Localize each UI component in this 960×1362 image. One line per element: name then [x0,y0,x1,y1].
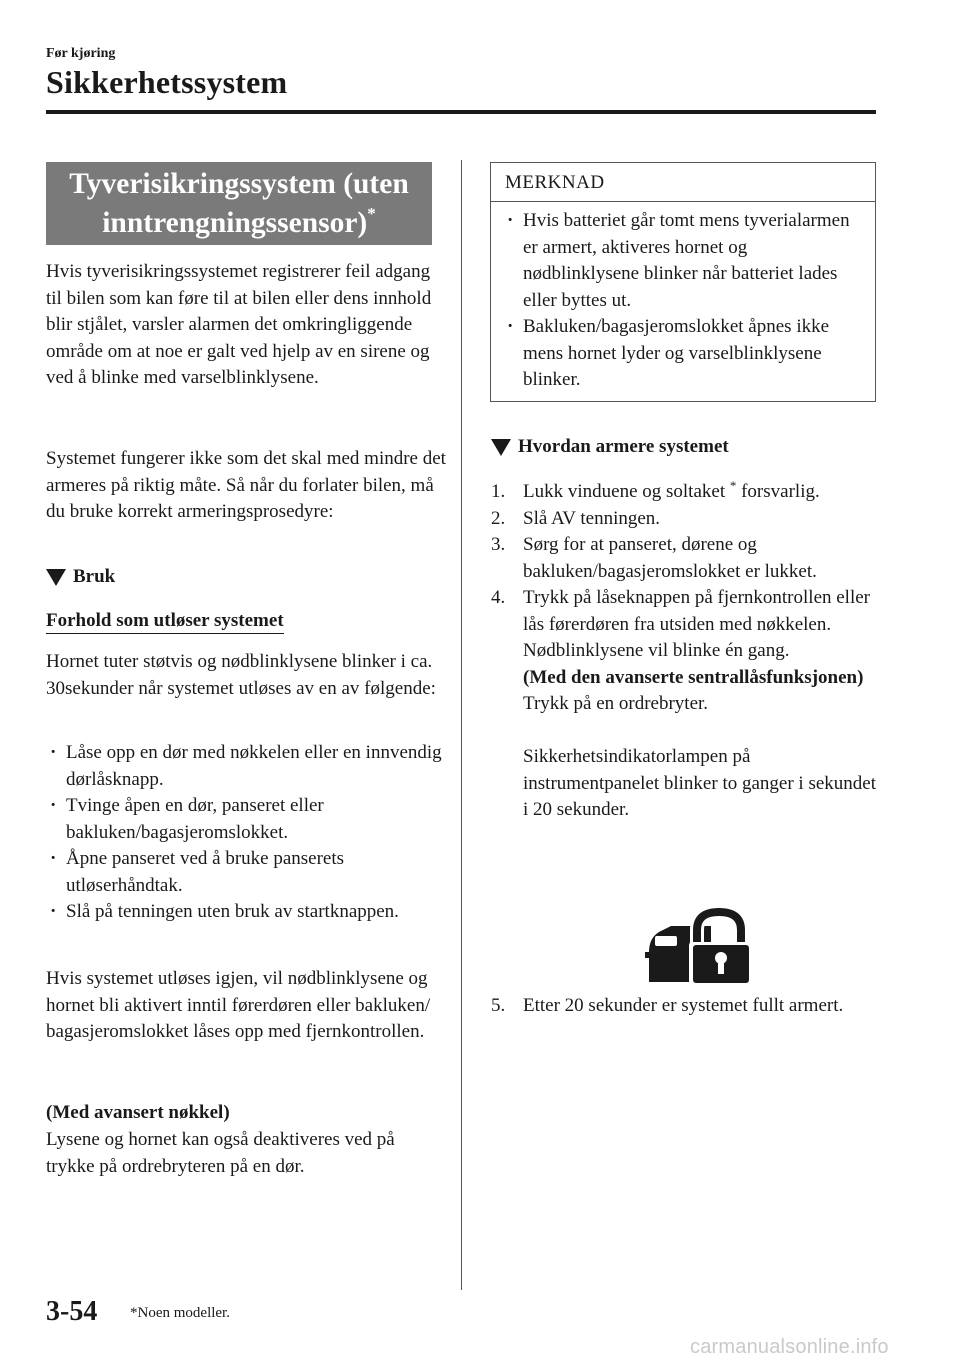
step-text: Slå AV tenningen. [523,507,661,529]
list-item: · Åpne panseret ved å bruke panserets utløserhåndtak. [46,846,446,899]
step-item [491,993,881,1020]
list-item: · Slå på tenningen uten bruk av startknappen. [46,899,446,926]
step-text: forsvarlig. [736,481,820,502]
step-number: 1. [491,481,506,502]
list-item: · Låse opp en dør med nøkkelen eller en innvendig dørlåsknapp. [46,740,446,793]
step-item [491,532,881,585]
step-item [491,506,881,533]
trigger-list [46,740,446,926]
retrigger-paragraph: Hvis systemet utløses igjen, vil nødblinklysene og hornet bli aktivert inntil førerdøren eller bakluken/ bagasjeromslokket låses opp med fjernkontrollen. [46,968,431,1042]
step-item [491,585,881,824]
step-number: 4. [491,587,506,608]
trigger-conditions-heading [46,610,284,632]
list-item: · Bakluken/bagasjeromslokket åpnes ikke mens hornet lyder og varselblinklysene blinker. [503,314,865,394]
step-text: Nødblinklysene vil blinke én gang. [523,640,790,661]
step-item [491,479,881,506]
step-text: Sørg for at panseret, dørene og bakluken/bagasjeromslokket er lukket. [523,534,817,582]
intro-paragraph-1: Hvis tyverisikringssystemet registrerer feil adgang til bilen som kan føre til at bilen eller dens innhold blir stjålet, varsler alarmen det omkringliggende område om at noe er galt ved hjelp av en sirene og ved å blinke med varselblinklysene. [46,261,432,388]
trigger-conditions-heading-text: Forhold som utløser systemet [46,610,284,634]
step-number: 2. [491,507,506,529]
arm-steps [491,479,881,824]
security-indicator-car-lock-icon [645,908,751,984]
page-title: Sikkerhetssystem [46,64,288,100]
main-heading [46,162,432,245]
triangle-marker-icon [46,569,66,586]
note-box [490,162,876,402]
note-title: MERKNAD [491,163,875,202]
list-item: · Hvis batteriet går tomt mens tyverialarmen er armert, aktiveres hornet og nødblinklysene blinker når batteriet lades eller byttes ut. [503,208,865,314]
main-heading-line2 [46,204,432,243]
list-item: · Tvinge åpen en dør, panseret eller bakluken/bagasjeromslokket. [46,793,446,846]
advanced-key-text: Lysene og hornet kan også deaktiveres ved på trykke på ordrebryteren på en dør. [46,1129,395,1177]
triangle-marker-icon [491,439,511,456]
bruk-heading-text: Bruk [73,566,116,587]
step-text: Trykk på en ordrebryter. [523,693,709,714]
trigger-lead: Hornet tuter støtvis og nødblinklysene blinker i ca. 30sekunder når systemet utløses av en av følgende: [46,651,436,699]
footnote-star: * [729,478,737,493]
note-list [503,208,865,394]
watermark: carmanualsonline.info [690,1336,889,1358]
note-body [491,202,875,394]
footnote-star: * [367,204,376,223]
step-number: 3. [491,534,506,555]
step-bold-text: (Med den avanserte sentrallåsfunksjonen) [523,666,864,688]
footnote: *Noen modeller. [130,1305,230,1321]
arm-heading-text: Hvordan armere systemet [518,436,729,457]
arm-heading [491,436,881,458]
header-rule [46,110,876,114]
main-heading-line1: Tyverisikringssystem (uten [69,168,409,200]
step-number: 5. [491,995,506,1016]
arm-steps-final [491,993,881,1020]
main-heading-line2-text: inntrengningssensor) [102,207,368,239]
step-text: Lukk vinduene og soltaket [523,481,730,502]
step-text: Etter 20 sekunder er systemet fullt armert. [523,995,844,1016]
section-label: Før kjøring [46,46,116,61]
intro-paragraph-2: Systemet fungerer ikke som det skal med mindre det armeres på riktig måte. Så når du forlater bilen, må du bruke korrekt armeringsprosedyre: [46,448,446,522]
advanced-key-label: (Med avansert nøkkel) [46,1102,230,1123]
column-divider [461,160,462,1290]
spacer [523,718,881,745]
bruk-heading [46,566,446,588]
page-number: 3-54 [46,1296,98,1327]
step-text: Sikkerhetsindikatorlampen på instrumentpanelet blinker to ganger i sekundet i 20 sekunder. [523,746,876,820]
step-text: Trykk på låseknappen på fjernkontrollen eller lås førerdøren fra utsiden med nøkkelen. [523,587,871,635]
